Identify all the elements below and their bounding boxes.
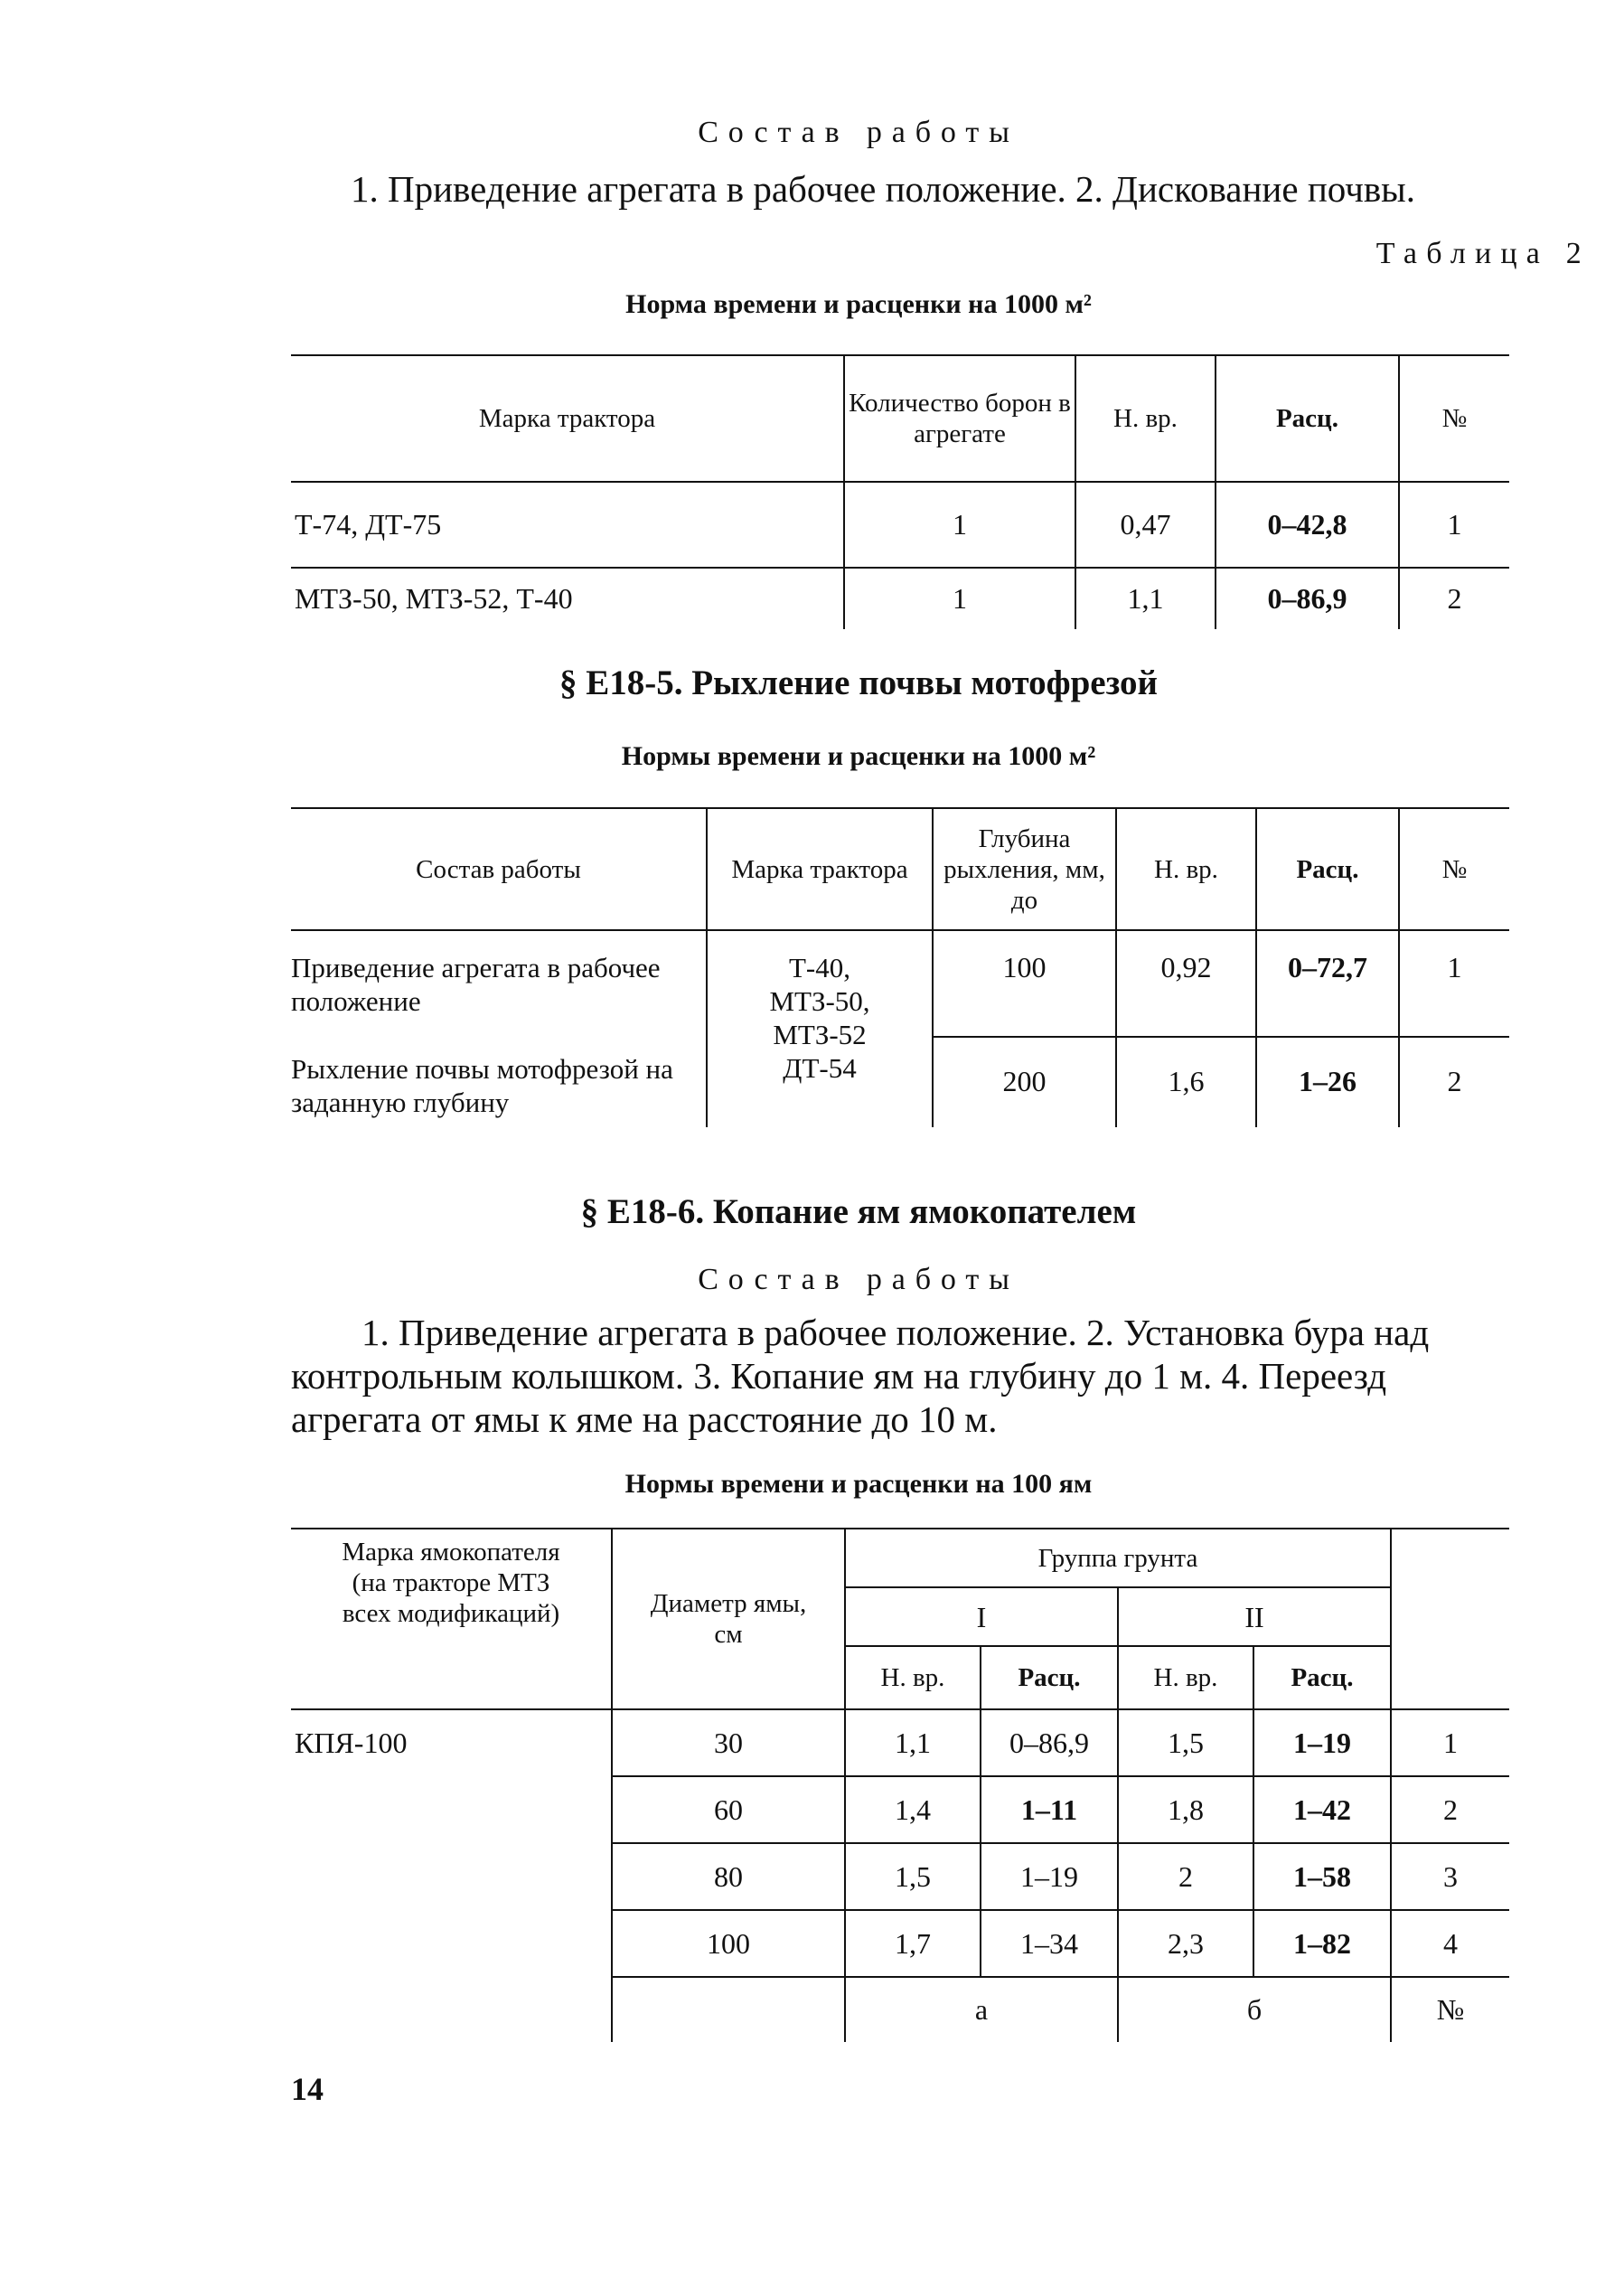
footer-b: б — [1118, 1977, 1391, 2042]
work-item-2: Рыхление почвы мотофрезой на заданную глубину — [291, 1053, 673, 1118]
cell-rate: 0–86,9 — [1216, 568, 1399, 629]
cell-rate: 0–42,8 — [1216, 482, 1399, 568]
header-norm-1: Н. вр. — [845, 1646, 981, 1709]
cell-diameter: 60 — [612, 1776, 845, 1843]
composition-text: 1. Приведение агрегата в рабочее положение. 2. Установка бура над контрольным колышком. 3. Копание ям на глубину до 1 м. 4. Переезд агрегата от ямы к яме на расстояние до 10 м. — [291, 1312, 1430, 1440]
footer-a: а — [845, 1977, 1118, 2042]
work-item-1: Приведение агрегата в рабочее положение — [291, 952, 661, 1017]
header-rate: Расц. — [1216, 355, 1399, 482]
header-rate-1: Расц. — [981, 1646, 1118, 1709]
cell-norm-1: 1,5 — [845, 1843, 981, 1910]
cell-norm-1: 1,7 — [845, 1910, 981, 1977]
header-norm: Н. вр. — [1075, 355, 1216, 482]
table-row — [291, 930, 1509, 1037]
cell-rate: 1–26 — [1256, 1037, 1399, 1127]
header-machine: Марка ямокопателя (на тракторе МТЗ всех модификаций) — [291, 1529, 612, 1709]
table-caption: Норма времени и расценки на 1000 м² — [625, 289, 1092, 319]
cell-rate-1: 1–19 — [981, 1843, 1118, 1910]
cell-no: 2 — [1391, 1776, 1509, 1843]
footer-no: № — [1436, 1993, 1465, 2026]
section-title-e18-5: § Е18-5. Рыхление почвы мотофрезой — [559, 663, 1158, 702]
cell-no: 1 — [1391, 1709, 1509, 1776]
header-work: Состав работы — [291, 808, 707, 930]
pit-digging-norms-table — [291, 1528, 1509, 2042]
composition-text: 1. Приведение агрегата в рабочее положение. 2. Дискование почвы. — [351, 168, 1415, 210]
page-number: 14 — [291, 2071, 324, 2107]
tractor-norms-table — [291, 354, 1509, 629]
header-no: № — [1441, 854, 1468, 884]
header-tractor: Марка трактора — [291, 355, 844, 482]
cell-norm: 1,6 — [1116, 1037, 1256, 1127]
header-soil-group: Группа грунта — [845, 1529, 1391, 1587]
header-norm: Н. вр. — [1116, 808, 1256, 930]
cell-no: 4 — [1391, 1910, 1509, 1977]
cell-norm: 0,47 — [1075, 482, 1216, 568]
cell-rate-2: 1–19 — [1253, 1709, 1391, 1776]
header-diameter: Диаметр ямы, см — [612, 1529, 845, 1709]
cell-norm-1: 1,1 — [845, 1709, 981, 1776]
section-title-e18-6: § Е18-6. Копание ям ямокопателем — [580, 1192, 1137, 1231]
cell-no: 1 — [1447, 508, 1462, 541]
header-rate-2: Расц. — [1253, 1646, 1391, 1709]
table-label: Таблица 2 — [1375, 237, 1591, 270]
cell-rate-1: 1–11 — [981, 1776, 1118, 1843]
table-footer-row — [291, 1977, 1509, 2042]
header-rate: Расц. — [1256, 808, 1399, 930]
cell-depth: 100 — [933, 930, 1116, 1037]
cell-norm-2: 1,5 — [1118, 1709, 1253, 1776]
cell-rate-2: 1–58 — [1253, 1843, 1391, 1910]
cell-depth: 200 — [933, 1037, 1116, 1127]
cell-norm-2: 1,8 — [1118, 1776, 1253, 1843]
header-depth: Глубина рыхления, мм, до — [933, 808, 1116, 930]
header-group-2: II — [1118, 1587, 1391, 1646]
cell-diameter: 100 — [612, 1910, 845, 1977]
table-row — [291, 482, 1509, 568]
cell-no: 1 — [1399, 930, 1509, 1037]
cell-no: 2 — [1447, 582, 1462, 615]
header-harrows: Количество борон в агрегате — [844, 355, 1075, 482]
cell-tractor: МТЗ-50, МТЗ-52, Т-40 — [291, 568, 844, 629]
cell-harrows: 1 — [844, 568, 1075, 629]
cell-rate-2: 1–82 — [1253, 1910, 1391, 1977]
cell-tractor: Т-74, ДТ-75 — [291, 482, 844, 568]
header-group-1: I — [845, 1587, 1118, 1646]
cell-norm: 1,1 — [1075, 568, 1216, 629]
header-tractor: Марка трактора — [707, 808, 933, 930]
milling-norms-table — [291, 807, 1509, 1127]
cell-no: 2 — [1447, 1065, 1462, 1097]
cell-norm-1: 1,4 — [845, 1776, 981, 1843]
table-caption: Нормы времени и расценки на 100 ям — [624, 1469, 1093, 1499]
cell-rate-2: 1–42 — [1253, 1776, 1391, 1843]
header-norm-2: Н. вр. — [1118, 1646, 1253, 1709]
cell-norm: 0,92 — [1116, 930, 1256, 1037]
composition-title: Состав работы — [698, 116, 1019, 149]
cell-rate-1: 0–86,9 — [981, 1709, 1118, 1776]
composition-title: Состав работы — [698, 1263, 1019, 1296]
cell-tractors: Т-40, МТЗ-50, МТЗ-52 ДТ-54 — [707, 930, 933, 1127]
cell-no: 3 — [1391, 1843, 1509, 1910]
cell-harrows: 1 — [844, 482, 1075, 568]
header-no: № — [1441, 404, 1468, 433]
cell-rate: 0–72,7 — [1256, 930, 1399, 1037]
cell-diameter: 30 — [612, 1709, 845, 1776]
cell-machine: КПЯ-100 — [291, 1709, 612, 1977]
cell-norm-2: 2 — [1118, 1843, 1253, 1910]
table-caption: Нормы времени и расценки на 1000 м² — [621, 741, 1096, 771]
table-row — [291, 568, 1509, 629]
cell-norm-2: 2,3 — [1118, 1910, 1253, 1977]
cell-rate-1: 1–34 — [981, 1910, 1118, 1977]
table-row — [291, 1709, 1509, 1776]
cell-diameter: 80 — [612, 1843, 845, 1910]
header-no-empty — [1391, 1529, 1509, 1709]
